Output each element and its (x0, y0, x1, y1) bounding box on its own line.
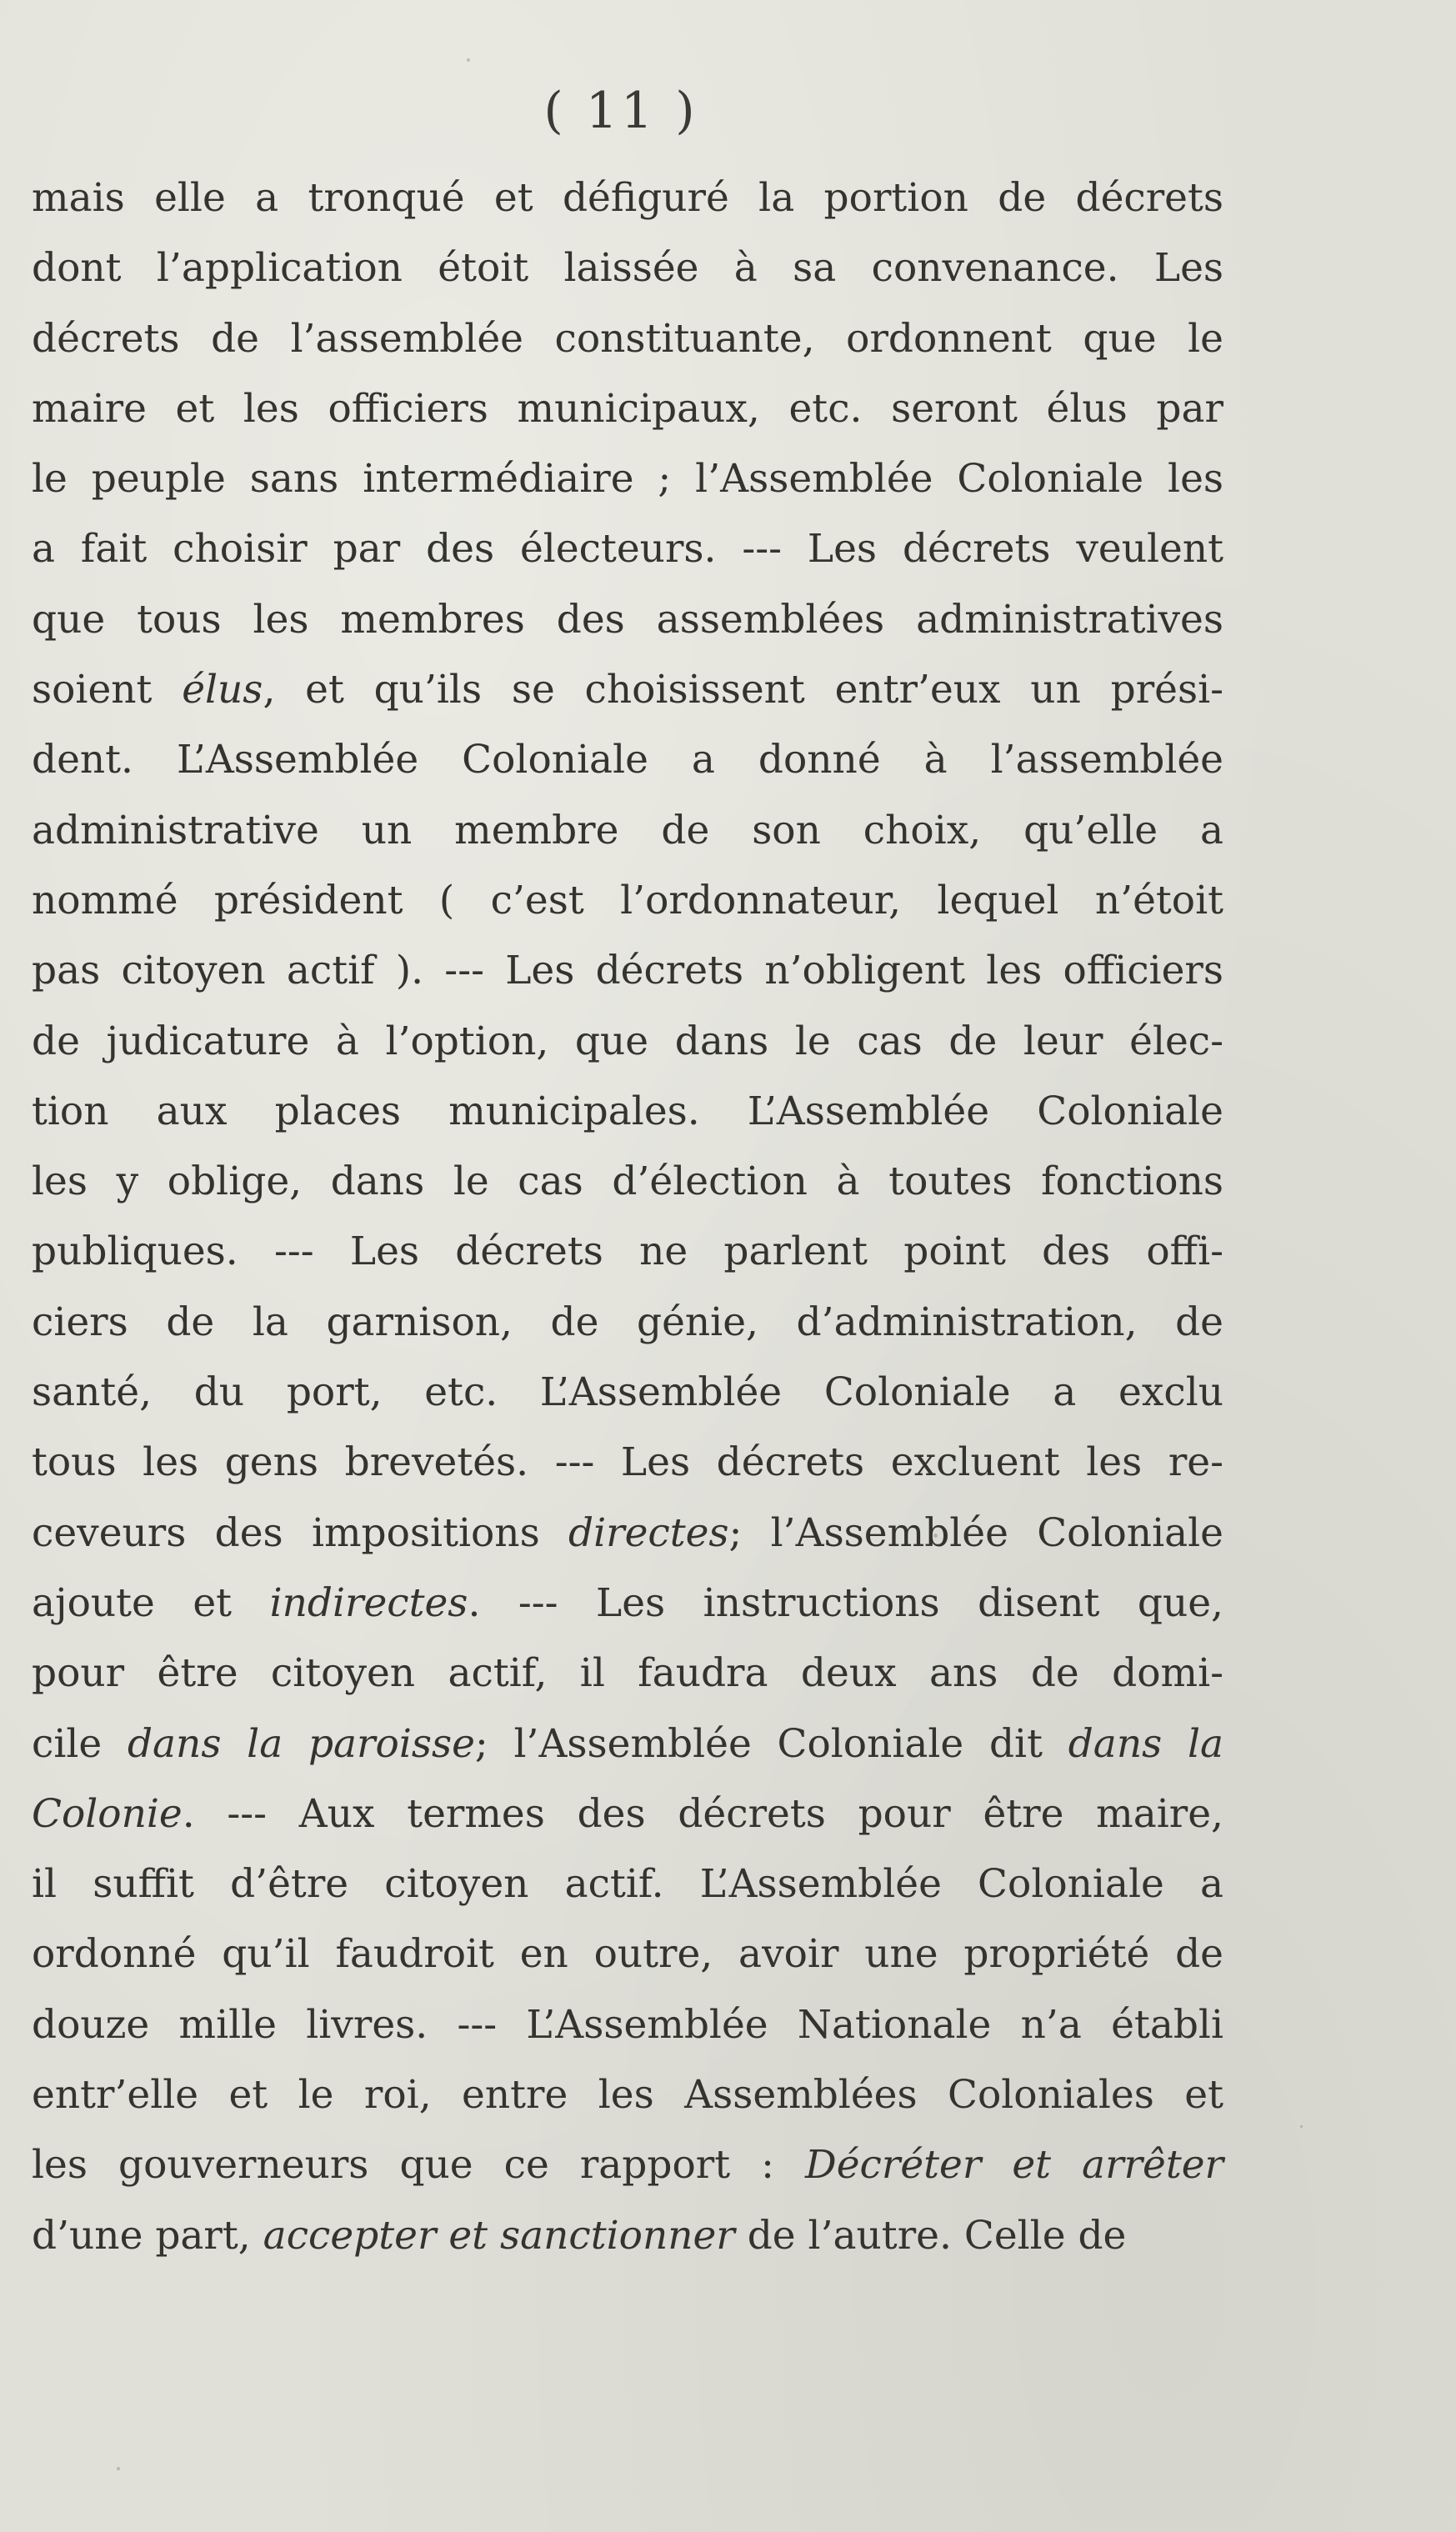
text-segment: publiques. --- Les décrets ne parlent point des offi- (32, 1228, 1223, 1275)
text-line (32, 304, 1223, 374)
text-segment: tion aux places municipales. L’Assemblée Coloniale (32, 1088, 1223, 1134)
italic-text: Décréter et arrêter (805, 2142, 1223, 2189)
text-line (32, 163, 1223, 233)
text-line (32, 444, 1223, 514)
text-segment: cile (32, 1720, 128, 1767)
text-line (32, 1990, 1223, 2060)
text-segment: , et qu’ils se choisissent entr’eux un prési- (263, 667, 1224, 713)
paper-speck (117, 2467, 120, 2470)
italic-text: dans la paroisse (127, 1720, 475, 1767)
text-segment: ceveurs des impositions (32, 1509, 568, 1556)
text-line (32, 374, 1223, 444)
text-line (32, 585, 1223, 655)
text-segment: nommé président ( c’est l’ordonnateur, lequel n’étoit (32, 877, 1223, 923)
italic-text: directes (568, 1509, 729, 1556)
text-segment: le peuple sans intermédiaire ; l’Assemblée Coloniale les (32, 456, 1223, 503)
text-segment: ordonné qu’il faudroit en outre, avoir une propriété de (32, 1931, 1223, 1978)
text-segment: d’une part, (32, 2212, 263, 2259)
text-segment: pas citoyen actif ). --- Les décrets n’obligent les officiers (32, 948, 1223, 994)
text-segment: il suffit d’être citoyen actif. L’Assemblée Coloniale a (32, 1861, 1223, 1908)
text-segment: que tous les membres des assemblées administratives (32, 596, 1223, 643)
text-line (32, 2060, 1223, 2130)
body-text (32, 163, 1223, 2271)
text-segment: tous les gens brevetés. --- Les décrets excluent les re- (32, 1439, 1223, 1486)
text-segment: a fait choisir par des électeurs. --- Les décrets veulent (32, 526, 1223, 573)
text-line (32, 2130, 1223, 2200)
text-line (32, 936, 1223, 1006)
text-line (32, 1849, 1223, 1919)
text-segment: dont l’application étoit laissée à sa convenance. Les (32, 245, 1223, 292)
text-segment: pour être citoyen actif, il faudra deux ans de domi- (32, 1650, 1223, 1697)
text-segment: entr’elle et le roi, entre les Assemblées Coloniales et (32, 2072, 1223, 2119)
text-segment: ; l’Assemblée Coloniale dit (474, 1720, 1068, 1767)
text-line (32, 1217, 1223, 1287)
italic-text: accepter et sanctionner (263, 2212, 735, 2259)
text-line (32, 866, 1223, 936)
text-segment: ajoute et (32, 1579, 270, 1626)
text-segment: ; l’Assemblée Coloniale (728, 1509, 1223, 1556)
text-line (32, 796, 1223, 866)
text-line (32, 1779, 1223, 1849)
italic-text: Colonie (32, 1790, 183, 1837)
text-segment: de l’autre. Celle de (734, 2212, 1127, 2259)
text-line (32, 1007, 1223, 1077)
text-segment: les y oblige, dans le cas d’élection à toutes fonctions (32, 1158, 1223, 1205)
text-segment: mais elle a tronqué et défiguré la portion de décrets (32, 175, 1223, 221)
text-line (32, 655, 1223, 725)
italic-text: indirectes (269, 1579, 468, 1626)
text-line (32, 1499, 1223, 1569)
text-segment: dent. L’Assemblée Coloniale a donné à l’assemblée (32, 737, 1223, 783)
text-line (32, 1428, 1223, 1498)
text-line (32, 725, 1223, 795)
text-segment: maire et les officiers municipaux, etc. seront élus par (32, 385, 1223, 432)
text-line (32, 1147, 1223, 1217)
italic-text: élus (182, 667, 263, 713)
text-segment: douze mille livres. --- L’Assemblée Nationale n’a établi (32, 2001, 1223, 2048)
text-line (32, 1639, 1223, 1709)
text-segment: ciers de la garnison, de génie, d’administration, de (32, 1299, 1223, 1345)
italic-text: dans la (1068, 1720, 1223, 1767)
paper-speck (467, 58, 470, 62)
text-segment: santé, du port, etc. L’Assemblée Coloniale a exclu (32, 1369, 1223, 1416)
paper-speck (1300, 2125, 1303, 2128)
text-segment: . --- Les instructions disent que, (468, 1579, 1223, 1626)
text-line (32, 233, 1223, 303)
text-segment: de judicature à l’option, que dans le cas de leur élec- (32, 1018, 1223, 1064)
text-segment: administrative un membre de son choix, qu’elle a (32, 807, 1223, 853)
text-line (32, 1569, 1223, 1639)
text-line (32, 514, 1223, 584)
text-segment: soient (32, 667, 183, 713)
text-line (32, 2201, 1223, 2271)
text-segment: . --- Aux termes des décrets pour être maire, (182, 1790, 1223, 1837)
text-line (32, 1077, 1223, 1147)
text-line (32, 1288, 1223, 1358)
page-number: ( 11 ) (543, 82, 698, 140)
text-line (32, 1358, 1223, 1428)
text-segment: décrets de l’assemblée constituante, ordonnent que le (32, 315, 1223, 362)
text-line (32, 1709, 1223, 1779)
paper-speck (933, 1534, 938, 1538)
text-segment: les gouverneurs que ce rapport : (32, 2142, 806, 2189)
text-line (32, 1919, 1223, 1989)
